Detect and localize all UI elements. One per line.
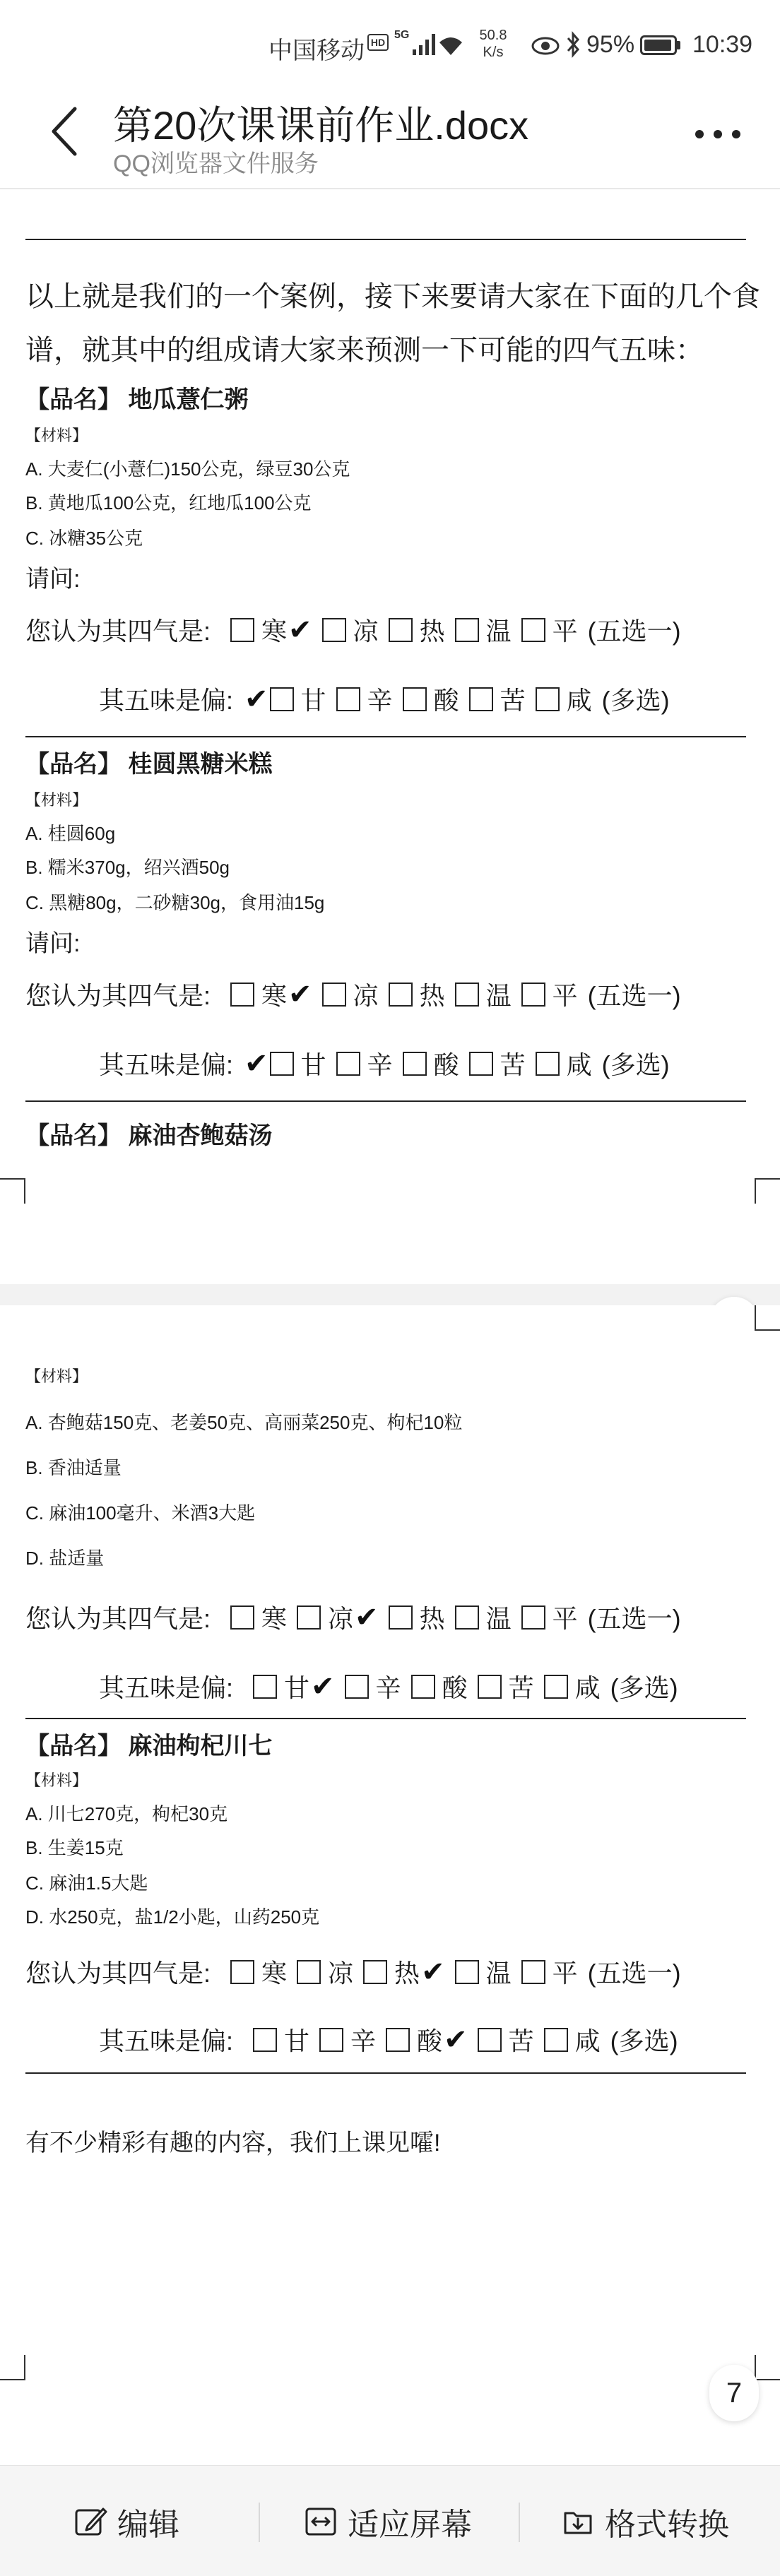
option-cold: 寒 <box>261 1604 288 1633</box>
checkbox-cool[interactable] <box>297 1605 321 1630</box>
checkbox-hot[interactable] <box>363 1960 387 1984</box>
option-warm: 温 <box>485 981 512 1010</box>
option-cold: 寒 <box>261 981 288 1010</box>
recipe-4-qi-row <box>25 1954 681 1990</box>
checkbox-cold[interactable] <box>230 1605 254 1630</box>
four-qi-label: 您认为其四气是: <box>25 1604 211 1633</box>
option-salty: 咸 <box>574 1673 601 1702</box>
edit-icon <box>73 2505 107 2539</box>
bottom-toolbar <box>0 2465 780 2576</box>
checkbox-warm[interactable] <box>455 1605 479 1630</box>
option-sweet: 甘 <box>284 2026 310 2055</box>
recipe-2-material-a: A. 桂圆60g <box>25 823 116 844</box>
check-mark: ✔ <box>288 614 312 646</box>
checkbox-cold[interactable] <box>230 983 254 1007</box>
battery-percent: 95% <box>586 31 635 58</box>
crop-mark <box>755 2355 780 2380</box>
check-mark: ✔ <box>244 683 268 715</box>
intro-line-2: 谱，就其中的组成请大家来预测一下可能的四气五味： <box>25 335 704 366</box>
option-salty: 咸 <box>566 1050 592 1079</box>
crop-mark <box>0 1178 25 1204</box>
option-neutral: 平 <box>552 1604 578 1633</box>
check-mark: ✔ <box>355 1601 379 1633</box>
recipe-4-material-b: B. 生姜15克 <box>25 1837 124 1858</box>
speed-unit: K/s <box>483 44 504 60</box>
recipe-4-material-a: A. 川七270克，枸杞30克 <box>25 1803 228 1824</box>
option-bitter: 苦 <box>500 1050 526 1079</box>
option-hot: 热 <box>394 1959 420 1988</box>
recipe-3-materials-heading: 【材料】 <box>25 1367 88 1385</box>
five-flavors-label: 其五味是偏: <box>99 1673 234 1702</box>
five-flavors-label: 其五味是偏: <box>99 1050 234 1079</box>
document-page-2 <box>0 1305 780 2465</box>
network-type: 5G <box>394 29 410 41</box>
recipe-2-flavor-row <box>99 1045 670 1081</box>
option-salty: 咸 <box>574 2026 601 2055</box>
recipe-1-flavor-row <box>99 681 670 717</box>
recipe-1-material-b: B. 黄地瓜100公克，红地瓜100公克 <box>25 492 312 514</box>
checkbox-cool[interactable] <box>322 983 346 1007</box>
recipe-3-name: 【品名】 麻油杏鲍菇汤 <box>25 1122 273 1149</box>
checkbox-hot[interactable] <box>389 618 413 642</box>
signal-icon <box>411 32 439 57</box>
recipe-1-materials-heading: 【材料】 <box>25 427 88 444</box>
multi-choice-note: (多选) <box>610 1673 678 1702</box>
option-sour: 酸 <box>442 1673 468 1702</box>
multi-choice-note: (多选) <box>601 1050 670 1079</box>
fit-screen-icon <box>304 2505 338 2539</box>
option-cool: 凉 <box>328 1604 354 1633</box>
multi-choice-note: (多选) <box>601 686 670 715</box>
checkbox-bitter[interactable] <box>469 687 493 711</box>
network-speed <box>472 27 514 61</box>
single-choice-note: (五选一) <box>587 1604 681 1633</box>
wifi-icon <box>437 34 465 57</box>
format-convert-icon <box>561 2505 595 2539</box>
check-mark: ✔ <box>244 1047 268 1079</box>
checkbox-bitter[interactable] <box>478 2028 502 2052</box>
option-pungent: 辛 <box>367 1050 393 1079</box>
check-mark: ✔ <box>421 1956 445 1988</box>
option-hot: 热 <box>419 981 445 1010</box>
option-cold: 寒 <box>261 1959 288 1988</box>
single-choice-note: (五选一) <box>587 1959 681 1988</box>
check-mark: ✔ <box>311 1670 335 1702</box>
option-sweet: 甘 <box>300 1050 326 1079</box>
option-pungent: 辛 <box>375 1673 401 1702</box>
checkbox-neutral[interactable] <box>521 983 545 1007</box>
edit-label: 编辑 <box>117 2507 179 2542</box>
option-cool: 凉 <box>353 981 379 1010</box>
recipe-2-qi-row <box>25 976 681 1012</box>
checkbox-sour[interactable] <box>403 1052 427 1076</box>
battery-icon <box>640 35 677 55</box>
recipe-4-materials-heading: 【材料】 <box>25 1771 88 1789</box>
checkbox-cool[interactable] <box>297 1960 321 1984</box>
checkbox-bitter[interactable] <box>478 1675 502 1699</box>
option-bitter: 苦 <box>500 686 526 715</box>
status-bar <box>0 0 780 85</box>
checkbox-cool[interactable] <box>322 618 346 642</box>
recipe-1-material-a: A. 大麦仁(小薏仁)150公克，绿豆30公克 <box>25 458 350 480</box>
four-qi-label: 您认为其四气是: <box>25 981 211 1010</box>
checkbox-bitter[interactable] <box>469 1052 493 1076</box>
option-cold: 寒 <box>261 617 288 646</box>
checkbox-neutral[interactable] <box>521 618 545 642</box>
back-arrow-icon[interactable] <box>44 103 86 160</box>
fit-screen-label: 适应屏幕 <box>348 2507 472 2542</box>
recipe-2-material-c: C. 黑糖80g，二砂糖30g，食用油15g <box>25 892 325 913</box>
checkbox-salty[interactable] <box>544 1675 568 1699</box>
five-flavors-label: 其五味是偏: <box>99 2026 234 2055</box>
battery-fill <box>644 40 671 51</box>
section-rule <box>25 1718 746 1719</box>
recipe-2-material-b: B. 糯米370g，绍兴酒50g <box>25 857 230 878</box>
option-pungent: 辛 <box>367 686 393 715</box>
crop-mark <box>0 2355 25 2380</box>
option-sour: 酸 <box>433 686 459 715</box>
checkbox-pungent[interactable] <box>336 1052 360 1076</box>
toolbar-divider <box>519 2503 520 2542</box>
checkbox-salty[interactable] <box>544 2028 568 2052</box>
recipe-3-flavor-row <box>99 1668 678 1704</box>
section-rule <box>25 1100 746 1102</box>
checkbox-warm[interactable] <box>455 618 479 642</box>
four-qi-label: 您认为其四气是: <box>25 617 211 646</box>
option-sour: 酸 <box>433 1050 459 1079</box>
option-sweet: 甘 <box>300 686 326 715</box>
crop-mark <box>755 1305 780 1331</box>
recipe-3-material-c: C. 麻油100毫升、米酒3大匙 <box>25 1502 256 1524</box>
recipe-1-name: 【品名】 地瓜薏仁粥 <box>25 386 249 413</box>
recipe-1-material-c: C. 冰糖35公克 <box>25 528 143 549</box>
more-options-icon[interactable] <box>690 120 746 148</box>
document-source: QQ浏览器文件服务 <box>113 150 319 177</box>
option-warm: 温 <box>485 617 512 646</box>
multi-choice-note: (多选) <box>610 2026 678 2055</box>
app-header <box>0 85 780 191</box>
recipe-4-flavor-row <box>99 2022 678 2058</box>
option-warm: 温 <box>485 1959 512 1988</box>
edit-button[interactable] <box>73 2466 179 2576</box>
crop-mark <box>755 1178 780 1204</box>
recipe-4-name: 【品名】 麻油枸杞川七 <box>25 1733 273 1759</box>
recipe-4-material-d: D. 水250克，盐1/2小匙，山药250克 <box>25 1906 320 1928</box>
checkbox-hot[interactable] <box>389 983 413 1007</box>
eye-comfort-icon <box>531 37 560 55</box>
checkbox-sour[interactable] <box>411 1675 435 1699</box>
option-pungent: 辛 <box>350 2026 377 2055</box>
option-cool: 凉 <box>328 1959 354 1988</box>
checkbox-salty[interactable] <box>536 1052 560 1076</box>
checkbox-warm[interactable] <box>455 1960 479 1984</box>
checkbox-cold[interactable] <box>230 1960 254 1984</box>
carrier-name: 中国移动 <box>268 37 365 64</box>
single-choice-note: (五选一) <box>587 617 681 646</box>
checkbox-neutral[interactable] <box>521 1605 545 1630</box>
speed-value: 50.8 <box>479 28 507 43</box>
checkbox-neutral[interactable] <box>521 1960 545 1984</box>
fit-screen-button[interactable] <box>304 2466 472 2576</box>
option-cool: 凉 <box>353 617 379 646</box>
checkbox-pungent[interactable] <box>336 687 360 711</box>
checkbox-sour[interactable] <box>403 687 427 711</box>
check-mark: ✔ <box>288 978 312 1010</box>
option-neutral: 平 <box>552 617 578 646</box>
intro-line-1: 以上就是我们的一个案例，接下来要请大家在下面的几个食 <box>25 281 760 312</box>
checkbox-pungent[interactable] <box>319 2028 343 2052</box>
checkbox-sweet[interactable] <box>253 2028 277 2052</box>
single-choice-note: (五选一) <box>587 981 681 1010</box>
toolbar-divider <box>259 2503 260 2542</box>
option-sour: 酸 <box>417 2026 443 2055</box>
checkbox-cold[interactable] <box>230 618 254 642</box>
recipe-3-material-d: D. 盐适量 <box>25 1548 105 1569</box>
option-warm: 温 <box>485 1604 512 1633</box>
checkbox-sour[interactable] <box>386 2028 410 2052</box>
checkbox-sweet[interactable] <box>270 687 294 711</box>
option-neutral: 平 <box>552 1959 578 1988</box>
recipe-3-qi-row <box>25 1599 681 1635</box>
checkbox-hot[interactable] <box>389 1605 413 1630</box>
recipe-1-qi-row <box>25 612 681 648</box>
format-convert-button[interactable] <box>561 2466 729 2576</box>
closing-text: 有不少精彩有趣的内容，我们上课见嚯! <box>25 2130 441 2156</box>
hd-badge: HD <box>367 34 389 51</box>
document-title: 第20次课课前作业.docx <box>113 103 529 148</box>
clock: 10:39 <box>692 31 753 58</box>
recipe-2-materials-heading: 【材料】 <box>25 791 88 809</box>
recipe-2-question: 请问: <box>25 930 81 957</box>
recipe-4-material-c: C. 麻油1.5大匙 <box>25 1872 148 1894</box>
format-convert-label: 格式转换 <box>605 2507 729 2542</box>
checkbox-sweet[interactable] <box>253 1675 277 1699</box>
document-page-1 <box>0 189 780 1284</box>
option-hot: 热 <box>419 1604 445 1633</box>
recipe-2-name: 【品名】 桂圆黑糖米糕 <box>25 751 273 778</box>
five-flavors-label: 其五味是偏: <box>99 686 234 715</box>
checkbox-pungent[interactable] <box>345 1675 369 1699</box>
page-separator <box>0 1284 780 1305</box>
checkbox-sweet[interactable] <box>270 1052 294 1076</box>
option-sweet: 甘 <box>284 1673 310 1702</box>
check-mark: ✔ <box>444 2024 468 2055</box>
four-qi-label: 您认为其四气是: <box>25 1959 211 1988</box>
checkbox-salty[interactable] <box>536 687 560 711</box>
recipe-1-question: 请问: <box>25 566 81 593</box>
option-bitter: 苦 <box>508 1673 534 1702</box>
recipe-3-material-a: A. 杏鲍菇150克、老姜50克、高丽菜250克、枸杞10粒 <box>25 1412 463 1433</box>
option-hot: 热 <box>419 617 445 646</box>
checkbox-warm[interactable] <box>455 983 479 1007</box>
bluetooth-icon <box>565 31 581 58</box>
top-rule <box>25 239 746 240</box>
page-number-badge: 7 <box>709 2365 759 2421</box>
option-salty: 咸 <box>566 686 592 715</box>
option-bitter: 苦 <box>508 2026 534 2055</box>
section-rule <box>25 736 746 737</box>
option-neutral: 平 <box>552 981 578 1010</box>
section-rule <box>25 2072 746 2074</box>
battery-tip <box>677 41 680 49</box>
recipe-3-material-b: B. 香油适量 <box>25 1457 122 1478</box>
